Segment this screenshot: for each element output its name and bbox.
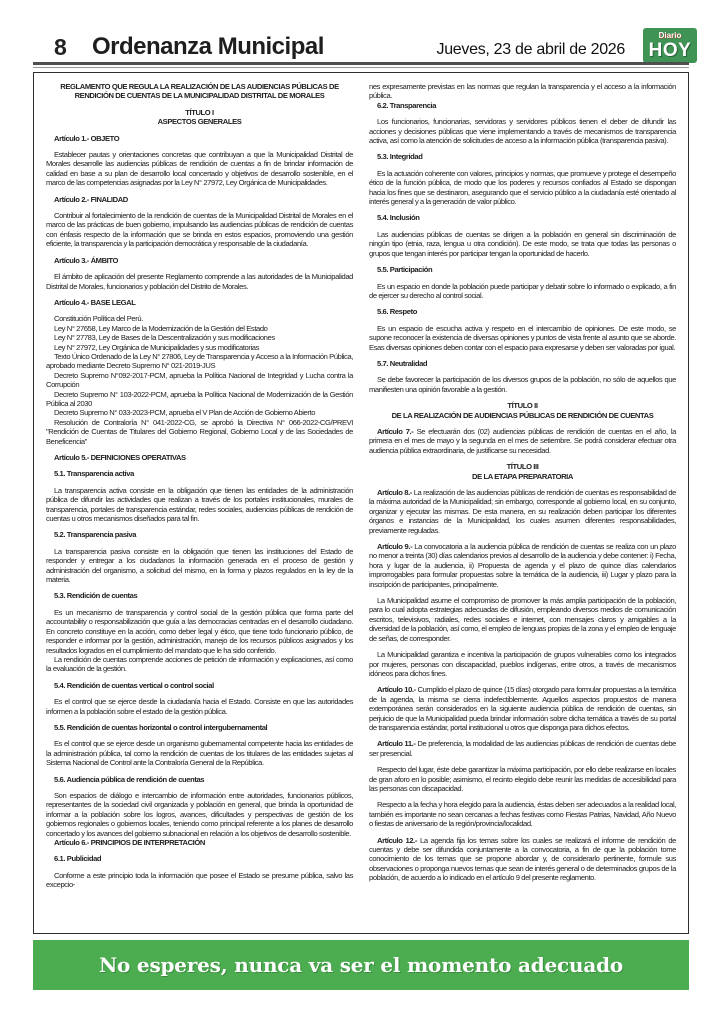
article-heading: 6.2. Transparencia bbox=[377, 100, 437, 110]
article-paragraph: La rendición de cuentas comprende acciones de petición de información y explicaciones, así como la evaluación de la gestión. bbox=[46, 654, 353, 674]
article-paragraph: Son espacios de diálogo e intercambio de información entre autoridades, funcionarios públicos, representantes de la sociedad civil organizada y población en general, que brinda la oportunidad de informar a la población sobre los logros, avances, dificultades y perspectivas de gestión de los gobiernos regionales o gobiernos locales, teniendo como principal referente a los planes de desarrollo concertado y los avances del gobierno subnacional en relación a los objetivos de desarrollo sostenible. bbox=[46, 790, 353, 838]
article-paragraph: Artículo 7.- Se efectuarán dos (02) audiencias públicas de rendición de cuentas en el año, la primera en el mes de mayo y la segunda en el mes de setiembre. Se podrá considerar efectuar otra audiencia pública extraordinaria, de justificarse su necesidad. bbox=[369, 426, 676, 455]
article-paragraph: Ley N° 27972, Ley Orgánica de Municipalidades y sus modificatorias bbox=[54, 342, 259, 352]
logo-main-text: HOY bbox=[648, 39, 692, 61]
article-paragraph: Ley N° 27783, Ley de Bases de la Descentralización y sus modificaciones bbox=[54, 333, 275, 343]
article-heading: 5.7. Neutralidad bbox=[377, 358, 428, 368]
title-3: TÍTULO III DE LA ETAPA PREPARATORIA bbox=[472, 462, 573, 481]
article-paragraph: Es un mecanismo de transparencia y control social de la gestión pública que forma parte del accountability o responsabilización que guía a las democracias centradas en el desarrollo ciudadano. En concreto constituye en la acción, como deber legal y ético, que tiene todo funcionario público, de responder e informar por la gestión, administración, manejo de los recursos públicos asignados y los resultados logrados en el cumplimiento del mandato que le ha sido conferido. bbox=[46, 607, 353, 655]
article-column-left bbox=[46, 82, 353, 924]
page-number: 8 bbox=[54, 34, 67, 60]
article-paragraph: Las audiencias públicas de cuentas se dirigen a la población en general sin discriminación de ningún tipo (etnia, raza, lengua u otra condición). De este modo, se trata que todas las personas o grupos que tengan interés por participar tengan la oportunidad de hacerlo. bbox=[369, 229, 676, 258]
header-rule-thick bbox=[33, 62, 689, 65]
article-paragraph: Texto Único Ordenado de la Ley N° 27806, Ley de Transparencia y Acceso a la Información Pública, aprobado mediante Decreto Supremo N° 021-2019-JUS bbox=[46, 351, 353, 371]
article-paragraph: Establecer pautas y orientaciones concretas que contribuyan a que la Municipalidad Distrital de Morales desarrolle las audiencias públicas de rendición de cuentas a fin de brindar información de calidad en base a su plan de desarrollo local concertado y objetivos de desarrollo sostenible, en el marco de las competencias asignadas por la Ley N° 27972, Ley Orgánica de Municipalidades. bbox=[46, 150, 353, 188]
article-paragraph: Respecto del lugar, éste debe garantizar la máxima participación, por ello debe realizarse en locales de gran aforo en lo posible; asimismo, el recinto elegido debe reunir las medidas de accesibilidad para las personas con discapacidad. bbox=[369, 765, 676, 793]
article-paragraph: La transparencia activa consiste en la obligación que tienen las entidades de la administración pública de difundir las actividades que realizan a través de los portales institucionales, murales de transparencia, portales de transparencia estándar, redes sociales, audiencias públicas de rendición de cuentas u otros mecanismos diseñados para tal fin. bbox=[46, 485, 353, 524]
article-heading: 5.5. Rendición de cuentas horizontal o control intergubernamental bbox=[54, 722, 268, 732]
article-heading: 5.4. Rendición de cuentas vertical o control social bbox=[54, 680, 214, 690]
slogan-text: No esperes, nunca va ser el momento adecuado bbox=[98, 953, 624, 977]
slogan-banner bbox=[33, 940, 689, 990]
title-1: TÍTULO I ASPECTOS GENERALES bbox=[157, 107, 242, 127]
article-heading: 5.3. Rendición de cuentas bbox=[54, 591, 138, 601]
article-heading: 5.5. Participación bbox=[377, 265, 433, 275]
article-heading: 6.1. Publicidad bbox=[54, 854, 102, 864]
article-heading: Artículo 1.- OBJETO bbox=[54, 133, 120, 143]
article-paragraph: Conforme a este principio toda la información que posee el Estado se presume pública, salvo las excepcio- bbox=[46, 870, 353, 890]
article-paragraph: Decreto Supremo N° 103-2022-PCM, aprueba la Política Nacional de Modernización de la Gestión Pública al 2030 bbox=[46, 389, 353, 408]
article-paragraph: Es la actuación coherente con valores, principios y normas, que promueve y protege el desempeño ético de la función pública, de modo que los poderes y recursos confiados al Estado se dispongan hacia los fines que se destinaron, asegurando que el servicio público a la ciudadanía esté orientado al interés general y a la generación de valor público. bbox=[369, 168, 676, 207]
article-paragraph: Es el control que se ejerce desde un organismo gubernamental competente hacia las entidades de la administración pública, tal como la rendición de cuentas de los titulares de las entidades sujetas al Sistema Nacional de Control ante la Contraloría General de la República. bbox=[46, 739, 353, 768]
article-paragraph: Artículo 10.- Cumplido el plazo de quince (15 días) otorgado para formular propuestas a la temática de la agenda, la misma se cierra indefectiblemente. Aquellos aspectos propuestos de manera extemporánea serán considerados en la siguiente audiencia pública de rendición de cuentas, sin perjuicio de que la Municipalidad pueda brindar información sobre dicha temática a través de su portal de transparencia estándar, portal institucional u otros que disponga para dichos efectos. bbox=[369, 685, 676, 732]
article-heading: Artículo 3.- ÁMBITO bbox=[54, 255, 118, 265]
article-paragraph: Resolución de Contraloría N° 041-2022-CG, se aprobó la Directiva N° 066-2022-CG/PREVI "Rendición de Cuentas de Titulares del Gobierno Regional, Gobierno Local y de las Sociedades de Beneficencia" bbox=[46, 417, 353, 446]
article-paragraph: Constitución Política del Perú. bbox=[54, 314, 143, 324]
article-paragraph: Artículo 9.- La convocatoria a la audiencia pública de rendición de cuentas se realiza con un plazo no menor a treinta (30) días calendarios previos al desarrollo de la audiencia y debe contener: i) Fecha, hora y lugar de la audiencia, ii) Propuesta de agenda y el plazo de quince días calendarios improrrogables para formular propuestas sobre la temática de la audiencia, iii) Lugar y plazo para la inscripción de participantes, principalmente. bbox=[369, 542, 676, 589]
logo-top-text: Diario bbox=[658, 30, 682, 40]
article-heading: 5.1. Transparencia activa bbox=[54, 469, 134, 479]
ordinance-text-box bbox=[33, 72, 689, 934]
article-paragraph: Artículo 8.- La realización de las audiencias públicas de rendición de cuentas es responsabilidad de la máxima autoridad de la Municipalidad; sin embargo, corresponde al gobierno local, en su conjunto, organizar y ejecutar las mismas. De esta manera, en su realización deben participar los diferentes órganos e instancias de la Municipalidad, los cuales asumen diferentes responsabilidades, previamente reguladas. bbox=[369, 488, 676, 535]
header-rule-thin bbox=[33, 67, 689, 68]
article-paragraph: Se debe favorecer la participación de los diversos grupos de la población, no sólo de aquellos que manifiesten una opinión favorable a la gestión. bbox=[369, 375, 676, 394]
article-paragraph: Contribuir al fortalecimiento de la rendición de cuentas de la Municipalidad Distrital de Morales en el marco de las prácticas de buen gobierno, impulsando las audiencias públicas de rendición de cuentas con énfasis respecto de la información que se brinda en estos espacios, promoviendo una gestión eficiente, la transparencia y la participación democrática y responsable de la ciudadanía. bbox=[46, 211, 353, 249]
article-heading: 5.6. Respeto bbox=[377, 307, 417, 317]
diario-hoy-logo bbox=[643, 28, 697, 63]
article-paragraph: Es un espacio de escucha activa y respeto en el intercambio de opiniones. De este modo, se supone reconocer la existencia de diversas opiniones y puntos de vista frente al asunto que se aborde. Esas diversas opiniones deben contar con el espacio para expresarse y deben ser valoradas por igual. bbox=[369, 323, 676, 352]
article-heading: 5.4. Inclusión bbox=[377, 213, 420, 223]
article-paragraph: Artículo 11.- De preferencia, la modalidad de las audiencias públicas de rendición de cuentas debe ser presencial. bbox=[369, 739, 676, 758]
article-column-right bbox=[369, 82, 676, 924]
article-heading: Artículo 5.- DEFINICIONES OPERATIVAS bbox=[54, 453, 186, 462]
article-paragraph: La Municipalidad asume el compromiso de promover la más amplia participación de la población, para lo cual adopta estrategias adecuadas de difusión, empleando diversos medios de comunicación escritos, televisivos, radiales, redes sociales e internet, con mensajes claros y amigables a la diversidad de la población, así como, el empleo de lenguas propias de la zona y el empleo de lenguaje de señas, de corresponder. bbox=[369, 596, 676, 643]
article-paragraph: El ámbito de aplicación del presente Reglamento comprende a las autoridades de la Municipalidad Distrital de Morales, funcionarios y población del Distrito de Morales. bbox=[46, 272, 353, 291]
article-heading: 5.3. Integridad bbox=[377, 152, 423, 162]
article-heading: Artículo 2.- FINALIDAD bbox=[54, 194, 128, 204]
article-heading: Artículo 4.- BASE LEGAL bbox=[54, 297, 136, 307]
article-paragraph: Artículo 12.- La agenda fija los temas sobre los cuales se realizará el informe de rendición de cuentas y debe ser difundida conjuntamente a la convocatoria, a fin de que la población tome conocimiento de los temas que se propone abordar y, de considerarlo pertinente, formule sus observaciones o proponga nuevos temas que sean de interés general o de determinados grupos de la población, de acuerdo a lo indicado en el artículo 9 del presente reglamento. bbox=[369, 835, 676, 883]
article-paragraph: Decreto Supremo N°092-2017-PCM, aprueba la Política Nacional de Integridad y Lucha contra la Corrupción bbox=[46, 370, 353, 390]
document-title: REGLAMENTO QUE REGULA LA REALIZACIÓN DE LAS AUDIENCIAS PÚBLICAS DE RENDICIÓN DE CUENTAS DE LA MUNICIPALIDAD DISTRITAL DE MORALES bbox=[60, 82, 339, 101]
article-heading: Artículo 6.- PRINCIPIOS DE INTERPRETACIÓN bbox=[54, 838, 205, 847]
article-paragraph: La transparencia pasiva consiste en la obligación que tienen las instituciones del Estado de responder y entregar a los ciudadanos la información generada en el proceso de gestión y administración del organismo, a solicitud del mismo, en la forma y plazos regulados en la ley de la materia. bbox=[46, 546, 353, 585]
article-paragraph: Decreto Supremo N° 033-2023-PCM, aprueba el V Plan de Acción de Gobierno Abierto bbox=[54, 408, 316, 418]
article-paragraph: Ley N° 27658, Ley Marco de la Modernización de la Gestión del Estado bbox=[54, 323, 268, 333]
page-title: Ordenanza Municipal bbox=[92, 33, 324, 60]
article-paragraph: Es el control que se ejerce desde la ciudadanía hacia el Estado. Consiste en que las autoridades informen a la población sobre el estado de la gestión pública. bbox=[46, 697, 353, 716]
article-paragraph: Es un espacio en donde la población puede participar y debatir sobre lo informado o explicado, a fin de ejercer su derecho al control social. bbox=[369, 281, 676, 300]
article-paragraph: nes expresamente previstas en las normas que regulan la transparencia y el acceso a la información pública. bbox=[369, 82, 676, 101]
article-paragraph: Los funcionarios, funcionarias, servidoras y servidores públicos tienen el deber de difundir las acciones y decisiones públicas que viene implementando a través de mecanismos de transparencia activa, así como la atención de solicitudes de acceso a la información pública (transparencia pasiva). bbox=[369, 117, 676, 146]
article-paragraph: Respecto a la fecha y hora elegido para la audiencia, éstas deben ser adecuados a la realidad local, también es importante no sean cercanas a fechas festivas como Fiestas Patrias, Navidad, Año Nuevo o fiestas de aniversario de la región/provincia/localidad. bbox=[369, 800, 676, 829]
article-heading: 5.6. Audiencia pública de rendición de cuentas bbox=[54, 774, 205, 784]
article-heading: 5.2. Transparencia pasiva bbox=[54, 530, 137, 540]
title-2: TÍTULO II DE LA REALIZACIÓN DE AUDIENCIAS PÚBLICAS DE RENDICIÓN DE CUENTAS bbox=[391, 401, 654, 420]
date-text: Jueves, 23 de abril de 2026 bbox=[436, 41, 625, 58]
article-paragraph: La Municipalidad garantiza e incentiva la participación de grupos vulnerables como los integrados por mujeres, personas con discapacidad, pueblos indígenas, entre otros, a través de mecanismos idóneos para dichos fines. bbox=[369, 650, 676, 678]
